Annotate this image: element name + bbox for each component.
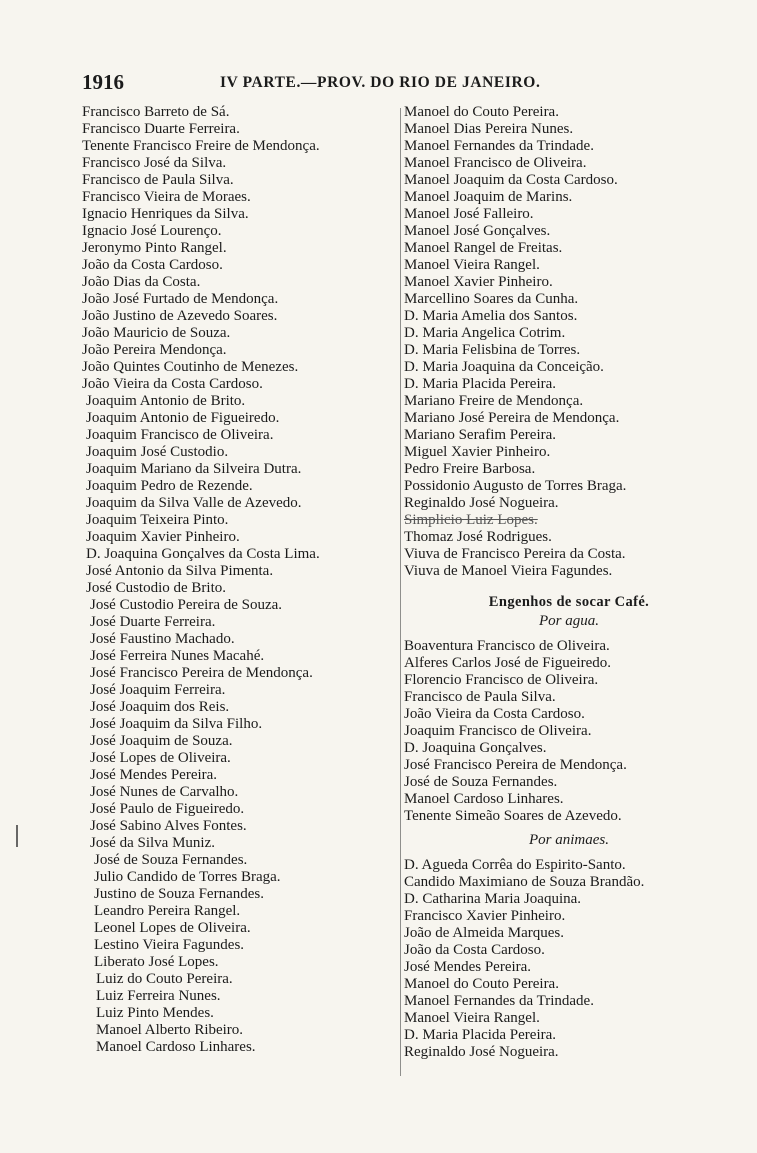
list-item: João da Costa Cardoso. (404, 942, 545, 958)
list-item: José de Souza Fernandes. (404, 774, 558, 790)
list-item: Manoel Cardoso Linhares. (96, 1039, 256, 1055)
list-item: Francisco José da Silva. (82, 155, 227, 171)
list-item: José Custodio de Brito. (86, 580, 227, 596)
list-item: Manoel Alberto Ribeiro. (96, 1022, 244, 1038)
list-item: José Sabino Alves Fontes. (90, 818, 247, 834)
list-item: Tenente Francisco Freire de Mendonça. (82, 138, 320, 154)
list-item: D. Maria Placida Pereira. (404, 1027, 557, 1043)
list-item: Possidonio Augusto de Torres Braga. (404, 478, 627, 494)
section-title: Engenhos de socar Café. (488, 594, 650, 610)
list-item: José Nunes de Carvalho. (90, 784, 239, 800)
list-item: D. Maria Amelia dos Santos. (404, 308, 578, 324)
list-item: D. Maria Felisbina de Torres. (404, 342, 581, 358)
list-item: Francisco Vieira de Moraes. (82, 189, 251, 205)
list-item: D. Joaquina Gonçalves da Costa Lima. (86, 546, 320, 562)
list-item: Ignacio Henriques da Silva. (82, 206, 249, 222)
list-item: João Pereira Mendonça. (82, 342, 227, 358)
right-name-list-tail (404, 529, 704, 580)
list-item: D. Maria Joaquina da Conceição. (404, 359, 604, 375)
list-item: José Custodio Pereira de Souza. (90, 597, 283, 613)
list-item: João Quintes Coutinho de Menezes. (82, 359, 299, 375)
list-item: José de Souza Fernandes. (94, 852, 248, 868)
list-item: Viuva de Manoel Vieira Fagundes. (404, 563, 613, 579)
list-item: Leonel Lopes de Oliveira. (94, 920, 251, 936)
list-item: Francisco de Paula Silva. (404, 689, 556, 705)
list-item: D. Agueda Corrêa do Espirito-Santo. (404, 857, 626, 873)
list-item: Thomaz José Rodrigues. (404, 529, 552, 545)
list-item: Francisco Barreto de Sá. (82, 104, 230, 120)
list-item: José Joaquim Ferreira. (90, 682, 226, 698)
list-item: Joaquim Antonio de Figueiredo. (86, 410, 280, 426)
list-item: Candido Maximiano de Souza Brandão. (404, 874, 645, 890)
list-item: Florencio Francisco de Oliveira. (404, 672, 599, 688)
list-item: João Vieira da Costa Cardoso. (82, 376, 263, 392)
running-title: IV PARTE.—PROV. DO RIO DE JANEIRO. (220, 74, 541, 91)
list-item: José Paulo de Figueiredo. (90, 801, 245, 817)
list-item: José da Silva Muniz. (90, 835, 215, 851)
list-item: José Francisco Pereira de Mendonça. (90, 665, 313, 681)
page-number: 1916 (82, 70, 124, 94)
subsection-animals-title: Por animaes. (529, 832, 609, 848)
list-item: Joaquim Pedro de Rezende. (86, 478, 253, 494)
list-item: Manoel Joaquim da Costa Cardoso. (404, 172, 618, 188)
list-item: Marcellino Soares da Cunha. (404, 291, 579, 307)
list-item: Leandro Pereira Rangel. (94, 903, 241, 919)
column-divider (400, 108, 401, 1076)
list-item: Pedro Freire Barbosa. (404, 461, 536, 477)
list-item: Liberato José Lopes. (94, 954, 219, 970)
list-item: Joaquim Francisco de Oliveira. (86, 427, 274, 443)
page-header (82, 70, 602, 98)
list-item: Joaquim Teixeira Pinto. (86, 512, 229, 528)
list-item: Manoel Cardoso Linhares. (404, 791, 564, 807)
list-item: Julio Candido de Torres Braga. (94, 869, 281, 885)
list-item: Reginaldo José Nogueira. (404, 495, 559, 511)
list-item: Tenente Simeão Soares de Azevedo. (404, 808, 622, 824)
list-item: José Joaquim de Souza. (90, 733, 233, 749)
list-item: Manoel Fernandes da Trindade. (404, 993, 594, 1009)
list-item: Manoel José Gonçalves. (404, 223, 551, 239)
list-item: D. Maria Placida Pereira. (404, 376, 557, 392)
right-name-list (404, 104, 704, 512)
list-item: Manoel Vieira Rangel. (404, 1010, 540, 1026)
list-item: João Vieira da Costa Cardoso. (404, 706, 585, 722)
list-item: José Duarte Ferreira. (90, 614, 216, 630)
list-item: Manoel Xavier Pinheiro. (404, 274, 553, 290)
list-item: Francisco de Paula Silva. (82, 172, 234, 188)
list-item: José Ferreira Nunes Macahé. (90, 648, 265, 664)
animal-mill-list (404, 857, 704, 1061)
list-item: Jeronymo Pinto Rangel. (82, 240, 227, 256)
list-item: Manoel Dias Pereira Nunes. (404, 121, 574, 137)
water-mill-list (404, 638, 704, 825)
list-item: Manoel Joaquim de Marins. (404, 189, 573, 205)
list-item: Mariano Serafim Pereira. (404, 427, 557, 443)
list-item: João José Furtado de Mendonça. (82, 291, 279, 307)
list-item: Justino de Souza Fernandes. (94, 886, 264, 902)
list-item: Manoel Rangel de Freitas. (404, 240, 563, 256)
right-column (404, 104, 704, 1061)
list-item: João da Costa Cardoso. (82, 257, 223, 273)
list-item: Alferes Carlos José de Figueiredo. (404, 655, 612, 671)
list-item: Miguel Xavier Pinheiro. (404, 444, 551, 460)
list-item: D. Joaquina Gonçalves. (404, 740, 547, 756)
list-item: Joaquim Francisco de Oliveira. (404, 723, 592, 739)
list-item: João Dias da Costa. (82, 274, 201, 290)
list-item: João de Almeida Marques. (404, 925, 564, 941)
left-column (82, 104, 397, 1056)
list-item: Ignacio José Lourenço. (82, 223, 222, 239)
list-item: Joaquim Mariano da Silveira Dutra. (86, 461, 302, 477)
list-item: D. Catharina Maria Joaquina. (404, 891, 582, 907)
list-item: Manoel Francisco de Oliveira. (404, 155, 587, 171)
list-item: José Joaquim dos Reis. (90, 699, 230, 715)
list-item: Boaventura Francisco de Oliveira. (404, 638, 610, 654)
list-item: José Mendes Pereira. (90, 767, 218, 783)
list-item: José Antonio da Silva Pimenta. (86, 563, 274, 579)
list-item: Manoel Fernandes da Trindade. (404, 138, 594, 154)
list-item: Manoel Vieira Rangel. (404, 257, 540, 273)
list-item: Mariano Freire de Mendonça. (404, 393, 584, 409)
list-item: Luiz Pinto Mendes. (96, 1005, 214, 1021)
list-item: Francisco Duarte Ferreira. (82, 121, 240, 137)
list-item: João Mauricio de Souza. (82, 325, 231, 341)
list-item: José Francisco Pereira de Mendonça. (404, 757, 627, 773)
list-item: João Justino de Azevedo Soares. (82, 308, 278, 324)
list-item: Mariano José Pereira de Mendonça. (404, 410, 620, 426)
list-item: Joaquim Xavier Pinheiro. (86, 529, 240, 545)
list-item: José Joaquim da Silva Filho. (90, 716, 263, 732)
list-item: Joaquim Antonio de Brito. (86, 393, 246, 409)
list-item: Luiz Ferreira Nunes. (96, 988, 221, 1004)
list-item: Joaquim da Silva Valle de Azevedo. (86, 495, 302, 511)
list-item: José Lopes de Oliveira. (90, 750, 231, 766)
struck-entry: Simplicio Luiz Lopes. (404, 512, 538, 528)
subsection-water-title: Por agua. (539, 613, 599, 629)
list-item: José Mendes Pereira. (404, 959, 532, 975)
margin-mark (16, 825, 18, 847)
list-item: Francisco Xavier Pinheiro. (404, 908, 566, 924)
list-item: Viuva de Francisco Pereira da Costa. (404, 546, 626, 562)
list-item: D. Maria Angelica Cotrim. (404, 325, 566, 341)
list-item: Manoel do Couto Pereira. (404, 104, 559, 120)
list-item: Manoel José Falleiro. (404, 206, 534, 222)
list-item: José Faustino Machado. (90, 631, 235, 647)
list-item: Manoel do Couto Pereira. (404, 976, 559, 992)
list-item: Lestino Vieira Fagundes. (94, 937, 245, 953)
list-item: Luiz do Couto Pereira. (96, 971, 233, 987)
list-item: Reginaldo José Nogueira. (404, 1044, 559, 1060)
list-item: Joaquim José Custodio. (86, 444, 229, 460)
